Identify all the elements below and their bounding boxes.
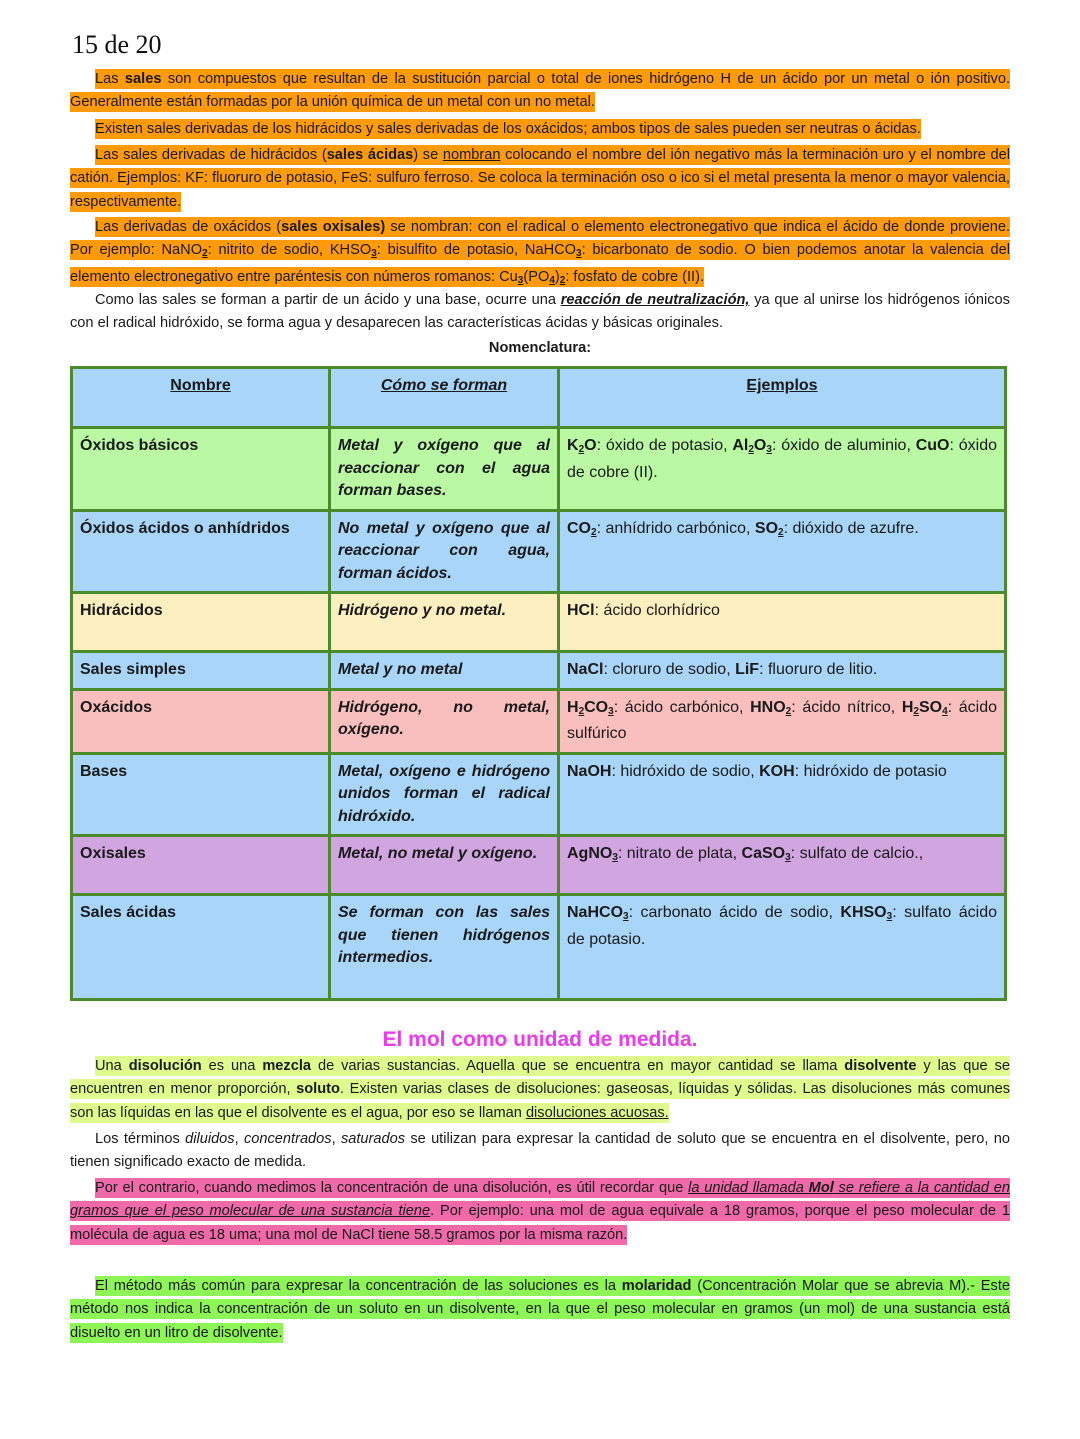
cell-nombre: Oxisales (72, 836, 330, 895)
text-run: diluidos (185, 1131, 235, 1147)
cell-ejemplos (559, 689, 1006, 753)
text-run: NaHCO (567, 904, 624, 921)
text-run: HCl (567, 602, 595, 619)
table-row (72, 689, 1006, 753)
text-run: Las (95, 71, 125, 87)
text-run: O (584, 437, 597, 454)
text-run: H (901, 698, 914, 716)
text-run: . Existen varias clases de disoluciones: gaseosas, líquidas y sólidas. Las disoluciones más comunes son las líquidas en las que el disolvente es el agua, por eso se llaman (70, 1081, 1010, 1121)
table-row (72, 510, 1006, 593)
text-run: mezcla (262, 1058, 311, 1074)
text-run: NaCl (567, 661, 604, 678)
text-run: 3 (612, 852, 618, 863)
cell-como-se-forman: Hidrógeno y no metal. (330, 593, 559, 652)
cell-nombre: Sales simples (72, 652, 330, 690)
text-run: : anhídrido carbónico, (596, 519, 755, 537)
cell-como-se-forman: Metal y no metal (330, 652, 559, 690)
text-run: Los términos (95, 1131, 186, 1147)
text-run: CuO (915, 437, 950, 454)
text-run: HNO (750, 698, 786, 716)
text-run: : nitrito de sodio, KHSO (207, 242, 372, 259)
text-run: NaOH (567, 762, 612, 780)
text-run: : bisulfito de potasio, NaHCO (376, 242, 576, 259)
cell-ejemplos (559, 652, 1006, 690)
cell-nombre: Óxidos básicos (72, 428, 330, 511)
highlight (70, 1056, 1010, 1123)
text-run: : sulfato ácido de potasio. (567, 904, 998, 948)
text-run: soluto (296, 1081, 340, 1098)
paragraph-terminos (70, 1128, 1010, 1175)
paragraph-sales-oxisales (70, 216, 1010, 292)
text-run: Al (732, 437, 749, 454)
text-run: 4 (942, 705, 948, 717)
text-run: 2 (748, 444, 754, 455)
text-run: disolución (128, 1058, 202, 1074)
paragraph-sales-types (70, 118, 1010, 141)
cell-ejemplos (559, 593, 1006, 652)
text-run: saturados (340, 1131, 406, 1147)
text-run: se utilizan para expresar la cantidad de soluto que se encuentra en el disolvente, pero, no tienen significado exacto de medida. (70, 1131, 1010, 1171)
nomenclature-table (70, 366, 1007, 1001)
header-como-se-forman: Cómo se forman (330, 368, 559, 428)
section-title: El mol como unidad de medida. (382, 1028, 698, 1051)
text-run: Las sales derivadas de hidrácidos ( (95, 147, 327, 163)
text-run: KHSO (840, 904, 887, 921)
text-run: sales oxisales) (281, 219, 386, 235)
text-run: : ácido nítrico, (791, 698, 902, 716)
text-run: CO (567, 519, 591, 537)
text-run: 2 (785, 705, 792, 717)
paragraph-sales-definition (70, 68, 1010, 115)
text-run: reacción de neutralización, (560, 292, 750, 308)
text-run: : ácido clorhídrico (594, 602, 720, 619)
text-run: 2 (578, 705, 585, 717)
text-run: , (234, 1131, 244, 1147)
text-run: Como las sales se forman a partir de un ácido y una base, ocurre una (95, 292, 561, 308)
cell-ejemplos (559, 510, 1006, 593)
table-row (72, 652, 1006, 690)
text-run: Mol (808, 1180, 834, 1196)
paragraph-mol (70, 1177, 1010, 1247)
table-row (72, 428, 1006, 511)
cell-ejemplos (559, 428, 1006, 511)
highlight (70, 1178, 1010, 1245)
text-run: SO (754, 519, 779, 537)
header-nombre: Nombre (72, 368, 330, 428)
text-run: disolvente (844, 1058, 917, 1074)
text-run: es una (201, 1058, 263, 1074)
text-run: : ácido carbónico, (613, 698, 751, 716)
highlight (95, 119, 921, 139)
text-run: 2 (778, 526, 784, 538)
text-run: 3 (371, 248, 377, 260)
text-run: O (753, 437, 767, 454)
text-run: Las derivadas de oxácidos ( (95, 219, 282, 235)
text-run: son compuestos que resultan de la sustitución parcial o total de iones hidrógeno H de un ácido por un metal o ión positivo. Generalmente están formadas por la unión química de un metal con un no metal. (70, 71, 1010, 111)
table-caption: Nomenclatura: (488, 340, 592, 356)
text-run: disoluciones acuosas. (525, 1104, 669, 1121)
header-ejemplos: Ejemplos (559, 368, 1006, 428)
text-run: 3 (576, 248, 582, 260)
text-run: se nombran: con el radical o elemento electronegativo que indica el ácido de donde proviene. Por ejemplo: NaNO (70, 219, 1011, 259)
text-run: 2 (591, 526, 597, 538)
text-run: (PO (523, 268, 550, 285)
text-run: ya que al unirse los hidrógenos iónicos con el radical hidróxido, se forma agua y desaparecen las características ácidas y básicas originales. (70, 292, 1010, 332)
text-run: . Por ejemplo: una mol de agua equivale a 18 gramos, porque el peso molecular de 1 molécula de agua es 18 uma; una mol de NaCl tiene 58.5 gramos por la misma razón. (70, 1203, 1010, 1243)
text-run: se refiere a la cantidad en gramos que el peso molecular de una sustancia tiene (70, 1180, 1010, 1220)
text-run: H (567, 698, 579, 716)
cell-ejemplos (559, 753, 1006, 836)
cell-como-se-forman: Hidrógeno, no metal, oxígeno. (330, 689, 559, 753)
text-run: (Concentración Molar que se abrevia M).- Este método nos indica la concentración de un soluto en un disolvente, en la que el peso molecular en gramos (un mol) de una sustancia está disuelto en un litro de disolvente. (70, 1278, 1010, 1341)
text-run: CO (584, 698, 609, 716)
table-header-row (72, 368, 1006, 428)
text-run: molaridad (621, 1278, 692, 1294)
cell-como-se-forman: Metal y oxígeno que al reaccionar con el agua forman bases. (330, 428, 559, 511)
cell-nombre: Hidrácidos (72, 593, 330, 652)
text-run: , (331, 1131, 341, 1147)
text-run: : óxido de cobre (II). (567, 437, 998, 481)
text-run: sales ácidas (326, 147, 414, 163)
text-run: concentrados (243, 1131, 332, 1147)
paragraph-disolucion (70, 1055, 1010, 1125)
text-run: : bicarbonato de sodio. O bien podemos anotar la valencia del elemento electronegativo entre paréntesis con números romanos: Cu (70, 242, 1010, 285)
highlight (70, 145, 1010, 212)
cell-como-se-forman: Se forman con las sales que tienen hidrógenos intermedios. (330, 895, 559, 1000)
table-row (72, 753, 1006, 836)
paragraph-neutralizacion (70, 289, 1010, 336)
text-run: AgNO (567, 845, 613, 862)
text-run: sales (124, 71, 162, 87)
text-run: Por el contrario, cuando medimos la concentración de una disolución, es útil recordar que (95, 1180, 689, 1196)
text-run: 2 (202, 248, 208, 260)
text-run: Una (95, 1058, 129, 1074)
text-run: 3 (623, 911, 629, 922)
text-run: 3 (608, 705, 614, 717)
paragraph-molaridad (70, 1275, 1010, 1345)
text-run: : sulfato de calcio., (790, 845, 924, 862)
text-run: : hidróxido de sodio, (611, 762, 760, 780)
text-run: : óxido de potasio, (596, 437, 733, 454)
text-run: : fluoruro de litio. (759, 661, 878, 678)
text-run: ) (554, 268, 560, 285)
text-run: SO (918, 698, 943, 716)
cell-ejemplos (559, 836, 1006, 895)
text-run: colocando el nombre del ión negativo más la terminación uro y el nombre del catión. Ejemplos: KF: fluoruro de potasio, FeS: sulfuro ferroso. Se coloca la terminación oso o ico si el metal presenta la menor o mayor valencia, respectivamente. (70, 147, 1010, 210)
highlight (70, 69, 1010, 112)
text-run: y las que se encuentren en menor proporción, (70, 1058, 1010, 1098)
text-run: : ácido sulfúrico (567, 698, 998, 742)
cell-nombre: Óxidos ácidos o anhídridos (72, 510, 330, 593)
text-run: la unidad llamada (688, 1180, 809, 1196)
table-row (72, 895, 1006, 1000)
text-run: 4 (549, 274, 555, 286)
text-run: : óxido de aluminio, (771, 437, 916, 454)
cell-nombre: Sales ácidas (72, 895, 330, 1000)
text-run: CaSO (741, 845, 786, 862)
text-run: 3 (766, 444, 772, 455)
text-run: El método más común para expresar la concentración de las soluciones es la (95, 1278, 622, 1294)
text-run: K (567, 437, 579, 454)
table-row (72, 836, 1006, 895)
text-run: 2 (913, 705, 919, 717)
text-run: : nitrato de plata, (617, 845, 742, 862)
cell-como-se-forman: Metal, no metal y oxígeno. (330, 836, 559, 895)
highlight (70, 217, 1010, 287)
text-run: KOH (759, 762, 795, 780)
cell-nombre: Bases (72, 753, 330, 836)
paragraph-sales-acidas (70, 144, 1010, 214)
highlight (70, 1276, 1010, 1343)
text-run: de varias sustancias. Aquella que se encuentra en mayor cantidad se llama (311, 1058, 845, 1074)
table-row (72, 593, 1006, 652)
text-run: ) se (413, 147, 443, 163)
text-run: Existen sales derivadas de los hidrácidos y sales derivadas de los oxácidos; ambos tipos de sales pueden ser neutras o ácidas. (95, 121, 921, 137)
page-number: 15 de 20 (72, 30, 162, 59)
cell-ejemplos (559, 895, 1006, 1000)
text-run: 2 (578, 444, 585, 455)
cell-nombre: Oxácidos (72, 689, 330, 753)
text-run: : dióxido de azufre. (783, 519, 919, 537)
text-run: : carbonato ácido de sodio, (628, 904, 841, 921)
text-run: 3 (886, 911, 893, 922)
text-run: : hidróxido de potasio (794, 762, 947, 780)
text-run: : fosfato de cobre (II). (565, 268, 705, 285)
cell-como-se-forman: No metal y oxígeno que al reaccionar con agua, forman ácidos. (330, 510, 559, 593)
text-run: 3 (517, 274, 524, 286)
text-run: nombran (442, 147, 501, 163)
cell-como-se-forman: Metal, oxígeno e hidrógeno unidos forman el radical hidróxido. (330, 753, 559, 836)
text-run: : cloruro de sodio, (603, 661, 736, 678)
text-run: 3 (785, 852, 791, 863)
text-run: LiF (735, 661, 760, 678)
text-run: 2 (559, 274, 566, 286)
